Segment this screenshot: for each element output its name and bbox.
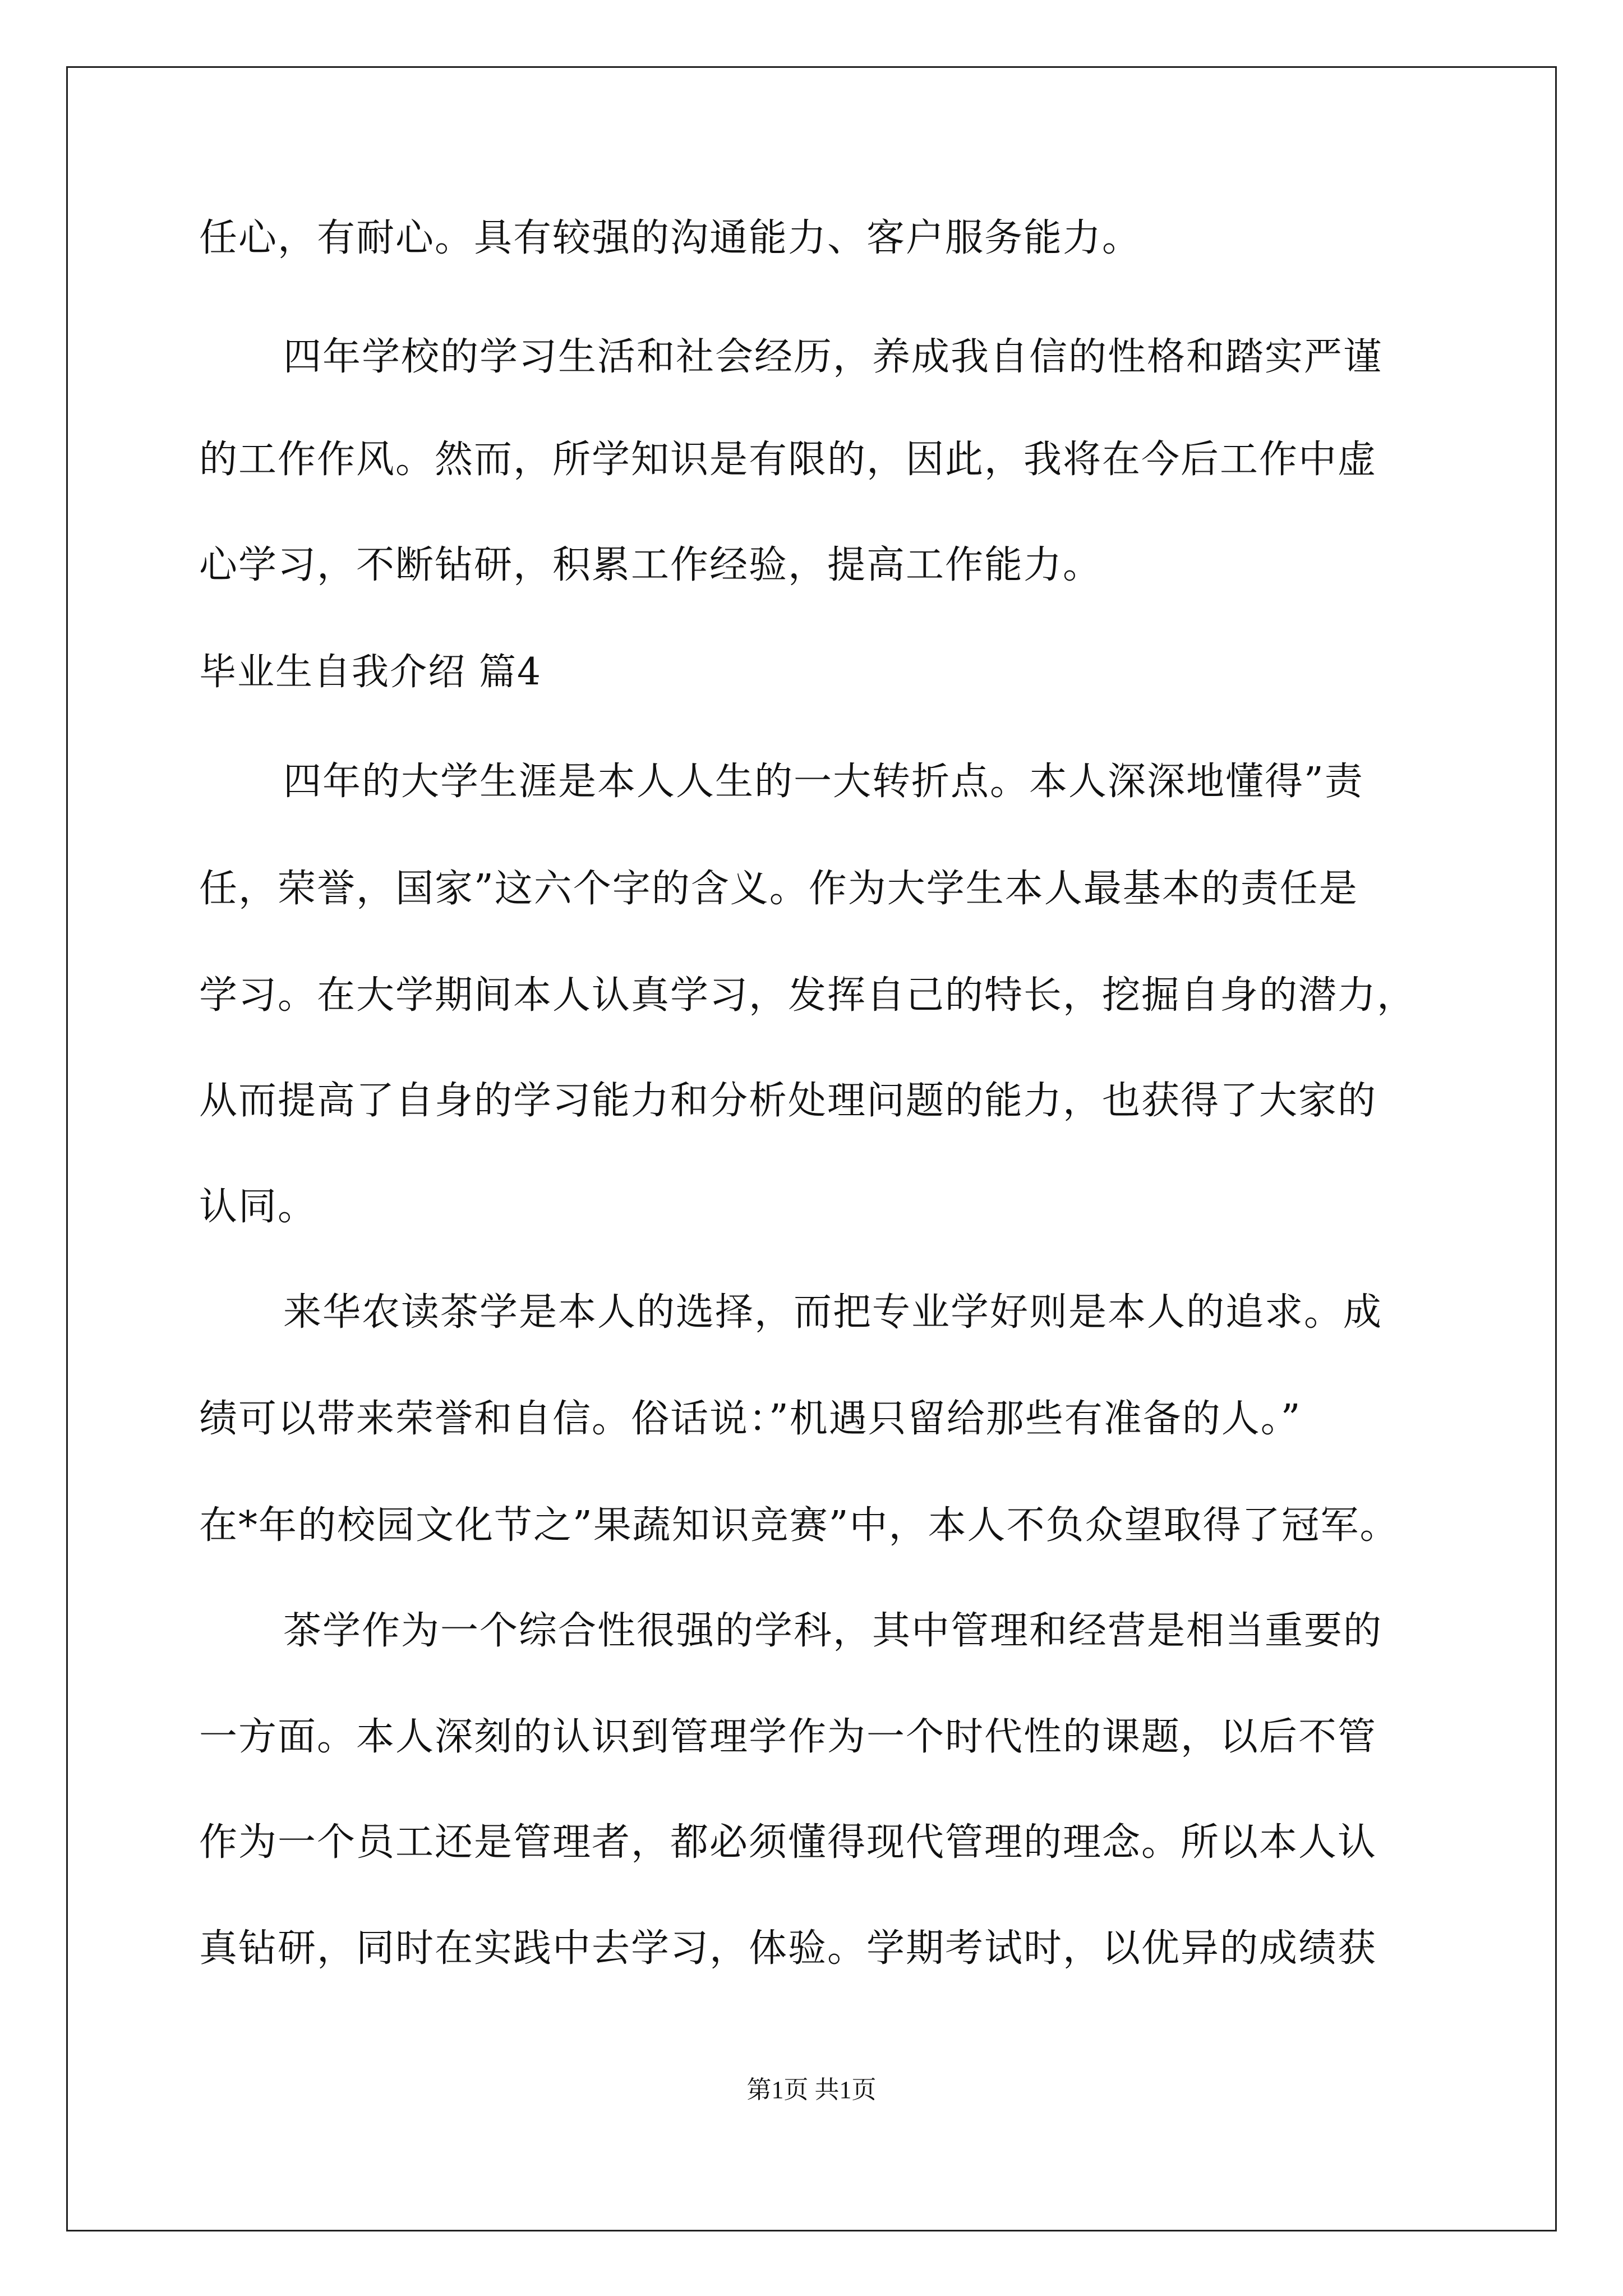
text-line: 心学习，不断钻研，积累工作经验，提高工作能力。 xyxy=(199,543,1103,587)
page-footer: 第1页 共1页 xyxy=(746,2076,877,2104)
text-line: 学习。在大学期间本人认真学习，发挥自己的特长，挖掘自身的潜力， xyxy=(199,973,1417,1018)
paragraph-first-line: 四年的大学生涯是本人人生的一大转折点。本人深深地懂得”责 xyxy=(283,760,1364,804)
paragraph-first-line: 茶学作为一个综合性很强的学科，其中管理和经营是相当重要的 xyxy=(283,1609,1383,1653)
paragraph-first-line: 四年学校的学习生活和社会经历，养成我自信的性格和踏实严谨 xyxy=(283,335,1383,379)
text-line: 作为一个员工还是管理者，都必须懂得现代管理的理念。所以本人认 xyxy=(199,1820,1377,1865)
text-line: 任心，有耐心。具有较强的沟通能力、客户服务能力。 xyxy=(199,216,1142,260)
text-line: 在*年的校园文化节之”果蔬知识竞赛”中，本人不负众望取得了冠军。 xyxy=(199,1503,1399,1548)
page-border xyxy=(66,66,1557,2231)
text-line: 绩可以带来荣誉和自信。俗话说：”机遇只留给那些有准备的人。” xyxy=(199,1397,1302,1441)
text-line: 从而提高了自身的学习能力和分析处理问题的能力，也获得了大家的 xyxy=(199,1079,1377,1123)
text-line: 真钻研，同时在实践中去学习，体验。学期考试时，以优异的成绩获 xyxy=(199,1926,1377,1971)
paragraph-first-line: 来华农读茶学是本人的选择，而把专业学好则是本人的追求。成 xyxy=(283,1290,1383,1335)
text-line: 认同。 xyxy=(199,1185,317,1229)
text-line: 的工作作风。然而，所学知识是有限的，因此，我将在今后工作中虚 xyxy=(199,438,1377,482)
text-line: 一方面。本人深刻的认识到管理学作为一个时代性的课题，以后不管 xyxy=(199,1715,1377,1759)
text-line: 任，荣誉，国家”这六个字的含义。作为大学生本人最基本的责任是 xyxy=(199,867,1358,911)
section-heading: 毕业生自我介绍 篇4 xyxy=(199,650,542,693)
